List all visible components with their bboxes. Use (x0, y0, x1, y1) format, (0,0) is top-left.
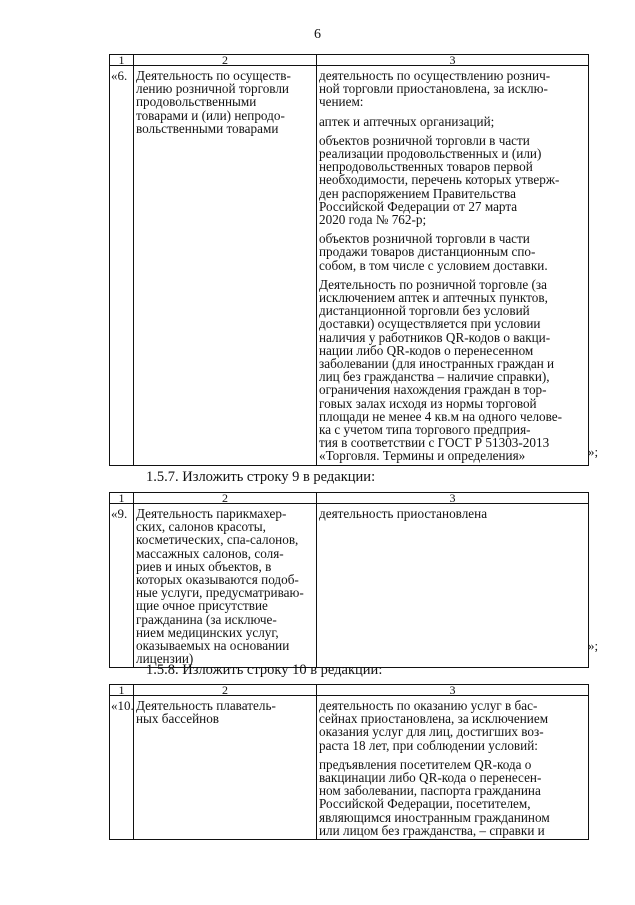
text-line: ной торговли приостановлена, за исклю- (319, 81, 548, 97)
text-line: нации либо QR-кодов о перенесенном (319, 342, 534, 358)
text-line: деятельность по оказанию услуг в бас- (319, 698, 538, 713)
text-line: нием медицинских услуг, (136, 624, 279, 640)
col-header-2: 2 (134, 55, 317, 66)
row-number-cell (110, 66, 134, 466)
activity-cell (134, 66, 317, 466)
text-line: массажных салонов, соля- (136, 545, 284, 561)
text-line: косметических, спа-салонов, (136, 532, 299, 548)
text-line: чением: (319, 94, 364, 110)
activity-text (134, 696, 316, 727)
text-line: раста 18 лет, при соблюдении условий: (319, 737, 538, 753)
page-number: 6 (314, 27, 321, 42)
text-line: ских, салонов красоты, (136, 519, 266, 535)
text-line: ном заболевании, паспорта гражданина (319, 783, 541, 799)
text-line: гражданина (за исключе- (136, 611, 277, 627)
text-line: лицензии) (136, 651, 194, 667)
text-line: объектов розничной торговли в части (319, 231, 530, 247)
table-row-9 (109, 492, 589, 668)
row-number-cell (110, 696, 134, 840)
text-line: реализации продовольственных и (или) (319, 146, 542, 162)
paragraph (319, 232, 586, 272)
instruction-line-9: 1.5.7. Изложить строку 9 в редакции: (146, 469, 376, 485)
text-line: 2020 года № 762-р; (319, 212, 427, 228)
table-row-6 (109, 54, 589, 466)
row-number: «6. (111, 68, 128, 83)
text-line: говых залах исходя из нормы торговой (319, 395, 537, 411)
activity-cell (134, 504, 317, 668)
text-line: лению розничной торговли (136, 81, 289, 97)
col-header-1: 1 (110, 685, 134, 696)
conditions-cell (317, 66, 589, 466)
activity-cell (134, 696, 317, 840)
text-line: Деятельность по осуществ- (136, 68, 291, 83)
text-line: сейнах приостановлена, за исключением (319, 711, 549, 727)
col-header-2: 2 (134, 493, 317, 504)
row-number-cell (110, 504, 134, 668)
conditions-cell (317, 504, 589, 668)
activity-text (134, 66, 316, 137)
text-line: наличия у работников QR-кодов о вакци- (319, 329, 551, 345)
text-line: щие очное присутствие (136, 598, 268, 614)
text-line: товарами и (или) непродо- (136, 107, 285, 123)
text-line: вакцинации либо QR-кода о перенесен- (319, 770, 542, 786)
instruction-line-10: 1.5.8. Изложить строку 10 в редакции: (146, 662, 383, 678)
text-line: риев и иных объектов, в (136, 558, 272, 574)
text-line: «Торговля. Термины и определения» (319, 448, 526, 464)
text-line: ных бассейнов (136, 711, 220, 727)
activity-text (134, 504, 316, 667)
paragraph (319, 758, 586, 837)
closing-quote-1: »; (588, 444, 599, 459)
closing-quote-2: »; (588, 638, 599, 653)
text-line: дистанционной торговли без условий (319, 303, 530, 319)
text-line: продажи товаров дистанционным спо- (319, 244, 536, 260)
text-line: деятельность приостановлена (319, 506, 488, 521)
text-line: исключением аптек и аптечных пунктов, (319, 290, 548, 306)
conditions-cell (317, 696, 589, 840)
text-line: лиц без гражданства – наличие справки), (319, 369, 550, 385)
conditions-text (317, 696, 588, 839)
text-line: оказания услуг для лиц, достигших воз- (319, 724, 544, 740)
text-line: Российской Федерации от 27 марта (319, 198, 518, 214)
text-line: Деятельность парикмахер- (136, 506, 287, 521)
text-line: являющимся иностранным гражданином (319, 809, 550, 825)
text-line: собом, в том числе с условием доставки. (319, 257, 548, 273)
row-number: «9. (111, 506, 128, 521)
text-line: вольственными товарами (136, 120, 279, 136)
paragraph (319, 69, 586, 109)
text-line: заболевании (для иностранных граждан и (319, 356, 555, 372)
text-line: площади не менее 4 кв.м на одного челове- (319, 408, 563, 424)
text-line: деятельность по осуществлению рознич- (319, 68, 551, 83)
text-line: или лицом без гражданства, – справки и (319, 822, 545, 838)
text-line: Деятельность плаватель- (136, 698, 276, 713)
paragraph (319, 699, 586, 752)
paragraph (319, 278, 586, 463)
col-header-1: 1 (110, 493, 134, 504)
text-line: доставки) осуществляется при условии (319, 316, 541, 332)
text-line: объектов розничной торговли в части (319, 132, 530, 148)
col-header-3: 3 (317, 493, 589, 504)
table-row-10 (109, 684, 589, 840)
text-line: ные услуги, предусматриваю- (136, 585, 304, 601)
col-header-3: 3 (317, 685, 589, 696)
text-line: предъявления посетителем QR-кода о (319, 756, 532, 772)
text-line: продовольственными (136, 94, 257, 110)
col-header-2: 2 (134, 685, 317, 696)
col-header-3: 3 (317, 55, 589, 66)
text-line: ограничения нахождения граждан в тор- (319, 382, 547, 398)
text-line: ден распоряжением Правительства (319, 185, 516, 201)
col-header-1: 1 (110, 55, 134, 66)
text-line: аптек и аптечных организаций; (319, 113, 495, 129)
text-line: тия в соответствии с ГОСТ Р 51303-2013 (319, 435, 550, 451)
conditions-text (317, 504, 588, 522)
text-line: необходимости, перечень которых утверж- (319, 172, 560, 188)
text-line: ка с учетом типа торгового предприя- (319, 422, 531, 438)
paragraph (319, 507, 586, 520)
text-line: непродовольственных товаров первой (319, 159, 533, 175)
paragraph (319, 115, 586, 128)
text-line: Деятельность по розничной торговле (за (319, 276, 547, 292)
text-line: оказываемых на основании (136, 638, 290, 654)
paragraph (319, 134, 586, 226)
row-number: «10. (111, 698, 134, 713)
text-line: которых оказываются подоб- (136, 572, 299, 588)
text-line: Российской Федерации, посетителем, (319, 796, 531, 812)
conditions-text (317, 66, 588, 465)
